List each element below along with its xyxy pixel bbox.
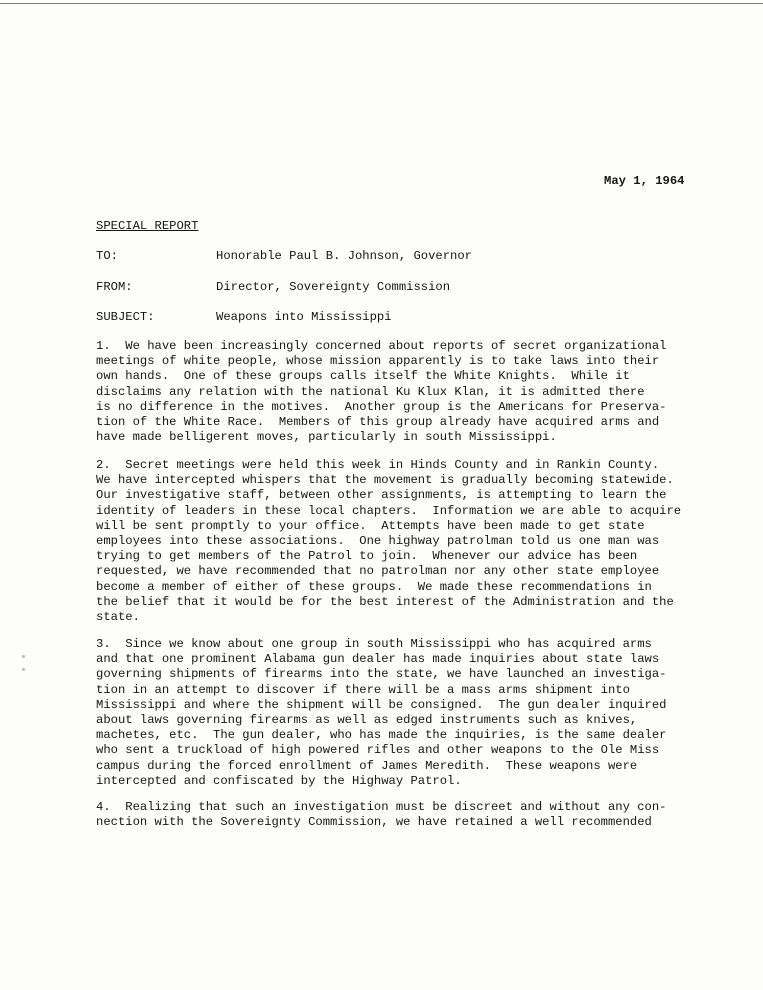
paragraph-line: tion of the White Race. Members of this group already have acquired arms and xyxy=(96,414,660,429)
paragraph-line: governing shipments of firearms into the state, we have launched an investiga- xyxy=(96,667,667,682)
paragraph-line: become a member of either of these groups. We made these recommendations in xyxy=(96,579,652,594)
paragraph-line: We have intercepted whispers that the movement is gradually becoming statewide. xyxy=(96,473,674,488)
scan-margin-speck xyxy=(22,668,25,671)
paragraph-line: 1. We have been increasingly concerned about reports of secret organizational xyxy=(96,339,667,353)
paragraph-2 xyxy=(96,458,708,625)
paragraph-1 xyxy=(96,339,708,445)
header-from-label: FROM: xyxy=(96,280,133,294)
paragraph-line: have made belligerent moves, particularly in south Mississippi. xyxy=(96,430,557,445)
paragraph-line: machetes, etc. The gun dealer, who has made the inquiries, is the same dealer xyxy=(96,728,667,743)
paragraph-line: state. xyxy=(96,609,140,624)
paragraph-4 xyxy=(96,800,708,830)
paragraph-line: trying to get members of the Patrol to join. Whenever our advice has been xyxy=(96,549,638,564)
paragraph-line: 2. Secret meetings were held this week in Hinds County and in Rankin County. xyxy=(96,458,660,472)
paragraph-line: Our investigative staff, between other assignments, is attempting to learn the xyxy=(96,488,667,503)
paragraph-line: the belief that it would be for the best interest of the Administration and the xyxy=(96,594,674,609)
paragraph-line: who sent a truckload of high powered rifles and other weapons to the Ole Miss xyxy=(96,743,660,758)
header-to-label: TO: xyxy=(96,249,118,263)
paragraph-3 xyxy=(96,637,708,789)
paragraph-line: employees into these associations. One highway patrolman told us one man was xyxy=(96,533,660,548)
paragraph-line: will be sent promptly to your office. Attempts have been made to get state xyxy=(96,518,645,533)
paragraph-line: meetings of white people, whose mission apparently is to take laws into their xyxy=(96,354,660,369)
paragraph-line: nection with the Sovereignty Commission, we have retained a well recommended xyxy=(96,815,652,830)
scan-margin-speck xyxy=(22,655,25,658)
paragraph-line: about laws governing firearms as well as edged instruments such as knives, xyxy=(96,712,638,727)
document-date: May 1, 1964 xyxy=(604,174,685,188)
scan-top-edge-line xyxy=(0,3,763,4)
header-subject-label: SUBJECT: xyxy=(96,310,155,324)
paragraph-line: Mississippi and where the shipment will be consigned. The gun dealer inquired xyxy=(96,697,667,712)
paragraph-line: tion in an attempt to discover if there will be a mass arms shipment into xyxy=(96,682,630,697)
paragraph-line: requested, we have recommended that no patrolman nor any other state employee xyxy=(96,564,660,579)
paragraph-line: campus during the forced enrollment of James Meredith. These weapons were xyxy=(96,758,638,773)
header-subject-value: Weapons into Mississippi xyxy=(216,310,392,324)
paragraph-line: identity of leaders in these local chapters. Information we are able to acquire xyxy=(96,503,682,518)
header-to-value: Honorable Paul B. Johnson, Governor xyxy=(216,249,472,263)
paragraph-line: is no difference in the motives. Another group is the Americans for Preserva- xyxy=(96,399,667,414)
paragraph-line: and that one prominent Alabama gun dealer has made inquiries about state laws xyxy=(96,652,660,667)
paragraph-line: disclaims any relation with the national Ku Klux Klan, it is admitted there xyxy=(96,384,645,399)
paragraph-line: 4. Realizing that such an investigation must be discreet and without any con- xyxy=(96,800,667,814)
header-from-value: Director, Sovereignty Commission xyxy=(216,280,451,294)
paragraph-line: 3. Since we know about one group in south Mississippi who has acquired arms xyxy=(96,637,652,651)
report-title: SPECIAL REPORT xyxy=(96,219,199,233)
paragraph-line: intercepted and confiscated by the Highway Patrol. xyxy=(96,773,462,788)
paragraph-line: own hands. One of these groups calls itself the White Knights. While it xyxy=(96,369,630,384)
